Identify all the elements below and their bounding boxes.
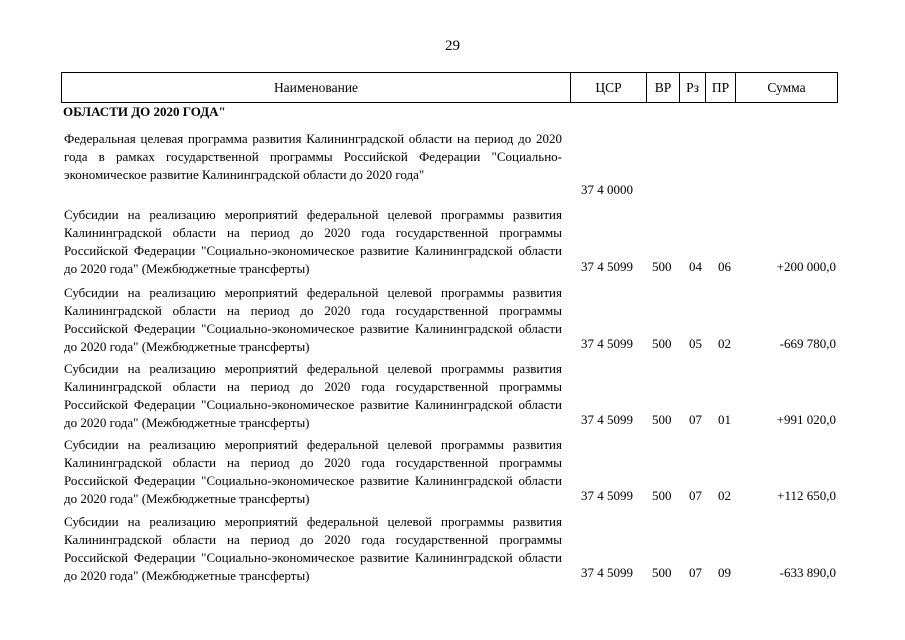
row-vr: 500 — [652, 336, 672, 351]
header-name: Наименование — [62, 73, 571, 103]
row-description: Субсидии на реализацию мероприятий федеральной целевой программы развития Калининградской области на период до 2020 года государственной программы Российской Федерации "Социально-экономическое развитие Калининградской области до 2020 года" (Межбюджетные трансферты) — [64, 285, 562, 354]
row-csr: 37 4 5099 — [581, 412, 633, 427]
row-pr: 09 — [718, 565, 731, 580]
table-header — [61, 72, 838, 103]
row-vr: 500 — [652, 412, 672, 427]
row-description: Субсидии на реализацию мероприятий федеральной целевой программы развития Калининградской области на период до 2020 года государственной программы Российской Федерации "Социально-экономическое развитие Калининградской области до 2020 года" (Межбюджетные трансферты) — [64, 361, 562, 430]
row-sum: -633 890,0 — [779, 565, 836, 580]
row-csr: 37 4 5099 — [581, 488, 633, 503]
row-rz: 07 — [689, 488, 702, 503]
row-pr: 06 — [718, 259, 731, 274]
row-vr: 500 — [652, 259, 672, 274]
page-number: 29 — [445, 38, 460, 54]
header-rz: Рз — [680, 73, 706, 103]
row-sum: +112 650,0 — [777, 488, 836, 503]
row-sum: +991 020,0 — [776, 412, 836, 427]
header-csr: ЦСР — [571, 73, 647, 103]
row-description: Федеральная целевая программа развития Калининградской области на период до 2020 года в рамках государственной программы Российской Федерации "Социально-экономическое развитие Калининградской области до 2020 года" — [64, 131, 562, 182]
row-rz: 05 — [689, 336, 702, 351]
row-csr: 37 4 5099 — [581, 336, 633, 351]
row-csr: 37 4 0000 — [581, 182, 633, 197]
row-pr: 02 — [718, 488, 731, 503]
row-vr: 500 — [652, 565, 672, 580]
header-pr: ПР — [706, 73, 736, 103]
row-description: Субсидии на реализацию мероприятий федеральной целевой программы развития Калининградской области на период до 2020 года государственной программы Российской Федерации "Социально-экономическое развитие Калининградской области до 2020 года" (Межбюджетные трансферты) — [64, 437, 562, 506]
row-rz: 07 — [689, 412, 702, 427]
row-description: Субсидии на реализацию мероприятий федеральной целевой программы развития Калининградской области на период до 2020 года государственной программы Российской Федерации "Социально-экономическое развитие Калининградской области до 2020 года" (Межбюджетные трансферты) — [64, 514, 562, 583]
row-sum: -669 780,0 — [779, 336, 836, 351]
header-sum: Сумма — [736, 73, 838, 103]
row-rz: 04 — [689, 259, 702, 274]
row-pr: 01 — [718, 412, 731, 427]
row-sum: +200 000,0 — [776, 259, 836, 274]
row-vr: 500 — [652, 488, 672, 503]
row-rz: 07 — [689, 565, 702, 580]
header-vr: ВР — [647, 73, 680, 103]
section-heading: ОБЛАСТИ ДО 2020 ГОДА" — [63, 104, 226, 119]
row-csr: 37 4 5099 — [581, 565, 633, 580]
row-description: Субсидии на реализацию мероприятий федеральной целевой программы развития Калининградской области на период до 2020 года государственной программы Российской Федерации "Социально-экономическое развитие Калининградской области до 2020 года" (Межбюджетные трансферты) — [64, 207, 562, 276]
row-pr: 02 — [718, 336, 731, 351]
row-csr: 37 4 5099 — [581, 259, 633, 274]
